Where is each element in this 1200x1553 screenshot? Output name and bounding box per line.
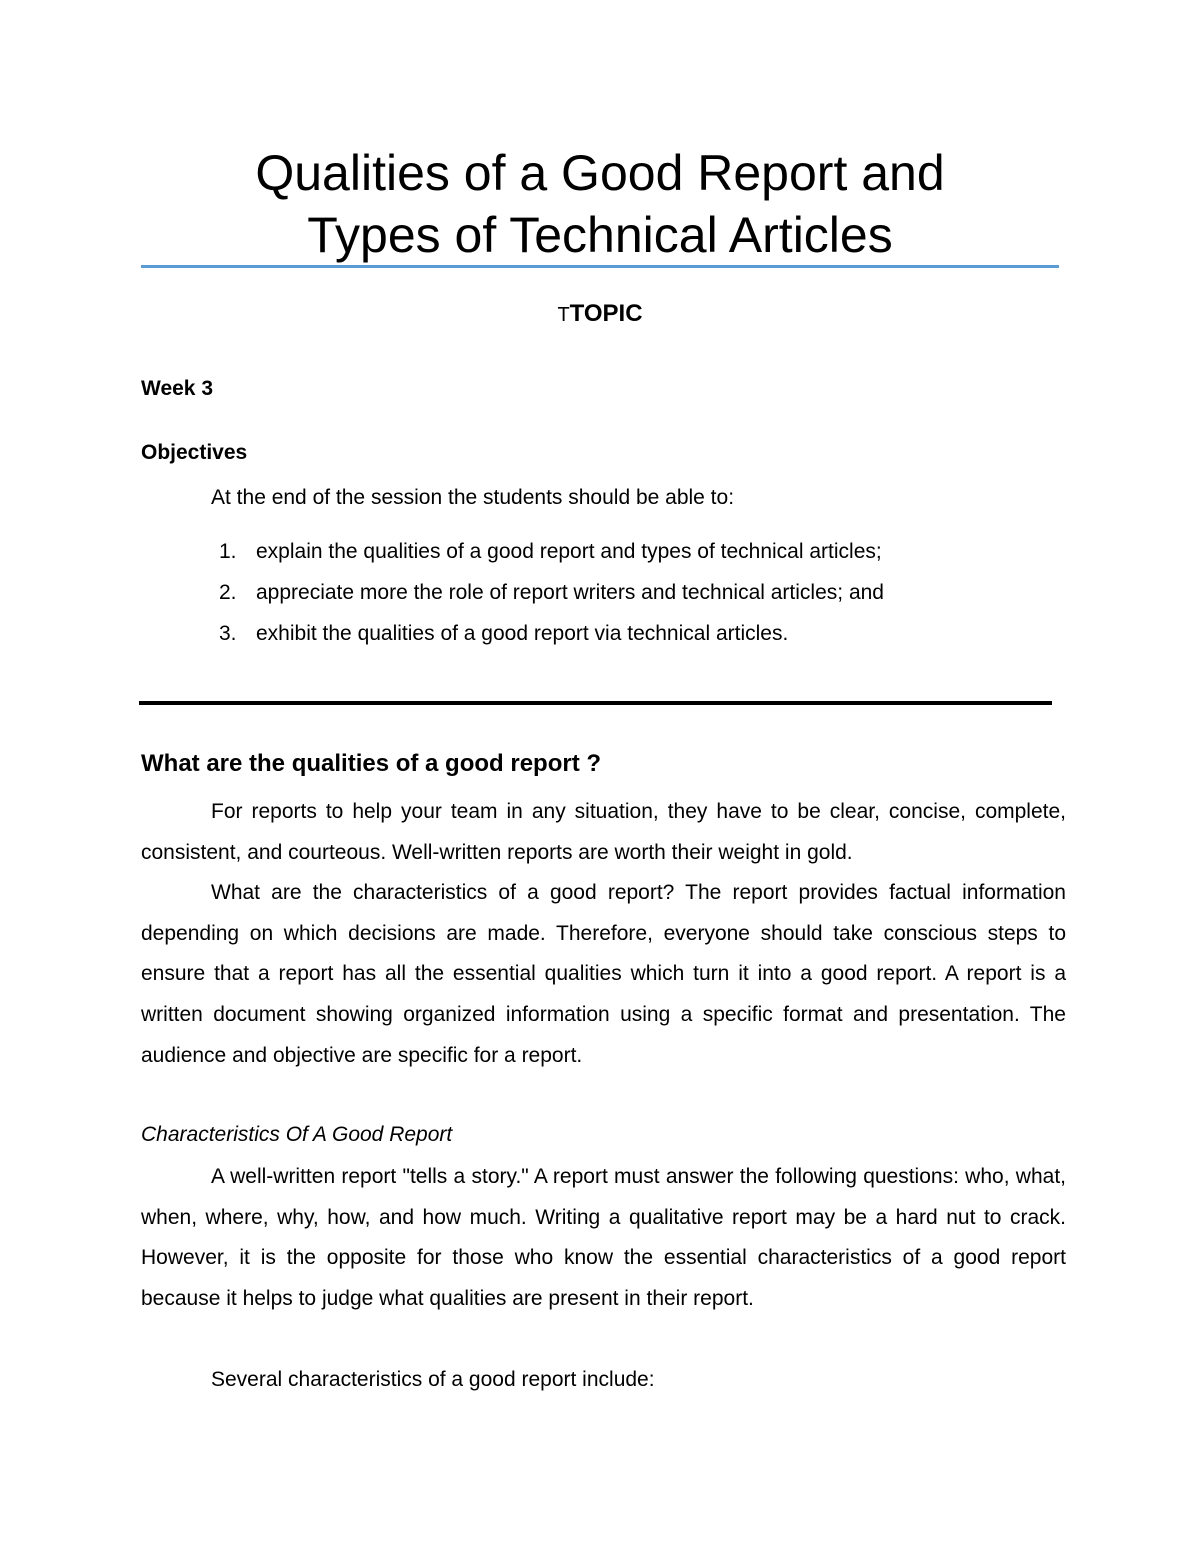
body-paragraph: Several characteristics of a good report include: [211,1368,655,1391]
objectives-intro: At the end of the session the students should be able to: [211,486,735,509]
body-paragraph: What are the characteristics of a good report? The report provides factual information depending on which decisions are made. Therefore, everyone should take conscious steps to ensure that a report has all the essential qualities which turn it into a good report. A report is a written document showing organized information using a specific format and presentation. The audience and objective are specific for a report. [141,881,1066,1067]
document-title [0,142,1200,266]
objectives-label: Objectives [141,441,248,464]
list-item-number: 1. [219,540,237,563]
list-item-text: appreciate more the role of report writers and technical articles; and [256,581,884,604]
topic-label [0,300,1200,328]
topic-prefix: T [557,304,570,326]
topic-text: TOPIC [569,300,643,327]
subheading: Characteristics Of A Good Report [141,1123,453,1146]
list-item-number: 3. [219,622,237,645]
title-line-2: Types of Technical Articles [307,207,893,263]
body-paragraph: A well-written report "tells a story." A report must answer the following questions: who, what, when, where, why, how, and how much. Writing a qualitative report may be a hard nut to crack. However, it is the opposite for those who know the essential characteristics of a good report because it helps to judge what qualities are present in their report. [141,1165,1066,1311]
list-item-number: 2. [219,581,237,604]
list-item-text: exhibit the qualities of a good report via technical articles. [256,622,789,645]
list-item-text: explain the qualities of a good report and types of technical articles; [256,540,882,563]
section-heading: What are the qualities of a good report ? [141,750,602,777]
body-paragraph: For reports to help your team in any situation, they have to be clear, concise, complete, consistent, and courteous. Well-written reports are worth their weight in gold. [141,800,1066,864]
title-divider [141,265,1059,268]
section-divider [139,701,1052,705]
title-line-1: Qualities of a Good Report and [255,145,945,201]
week-label: Week 3 [141,377,213,400]
